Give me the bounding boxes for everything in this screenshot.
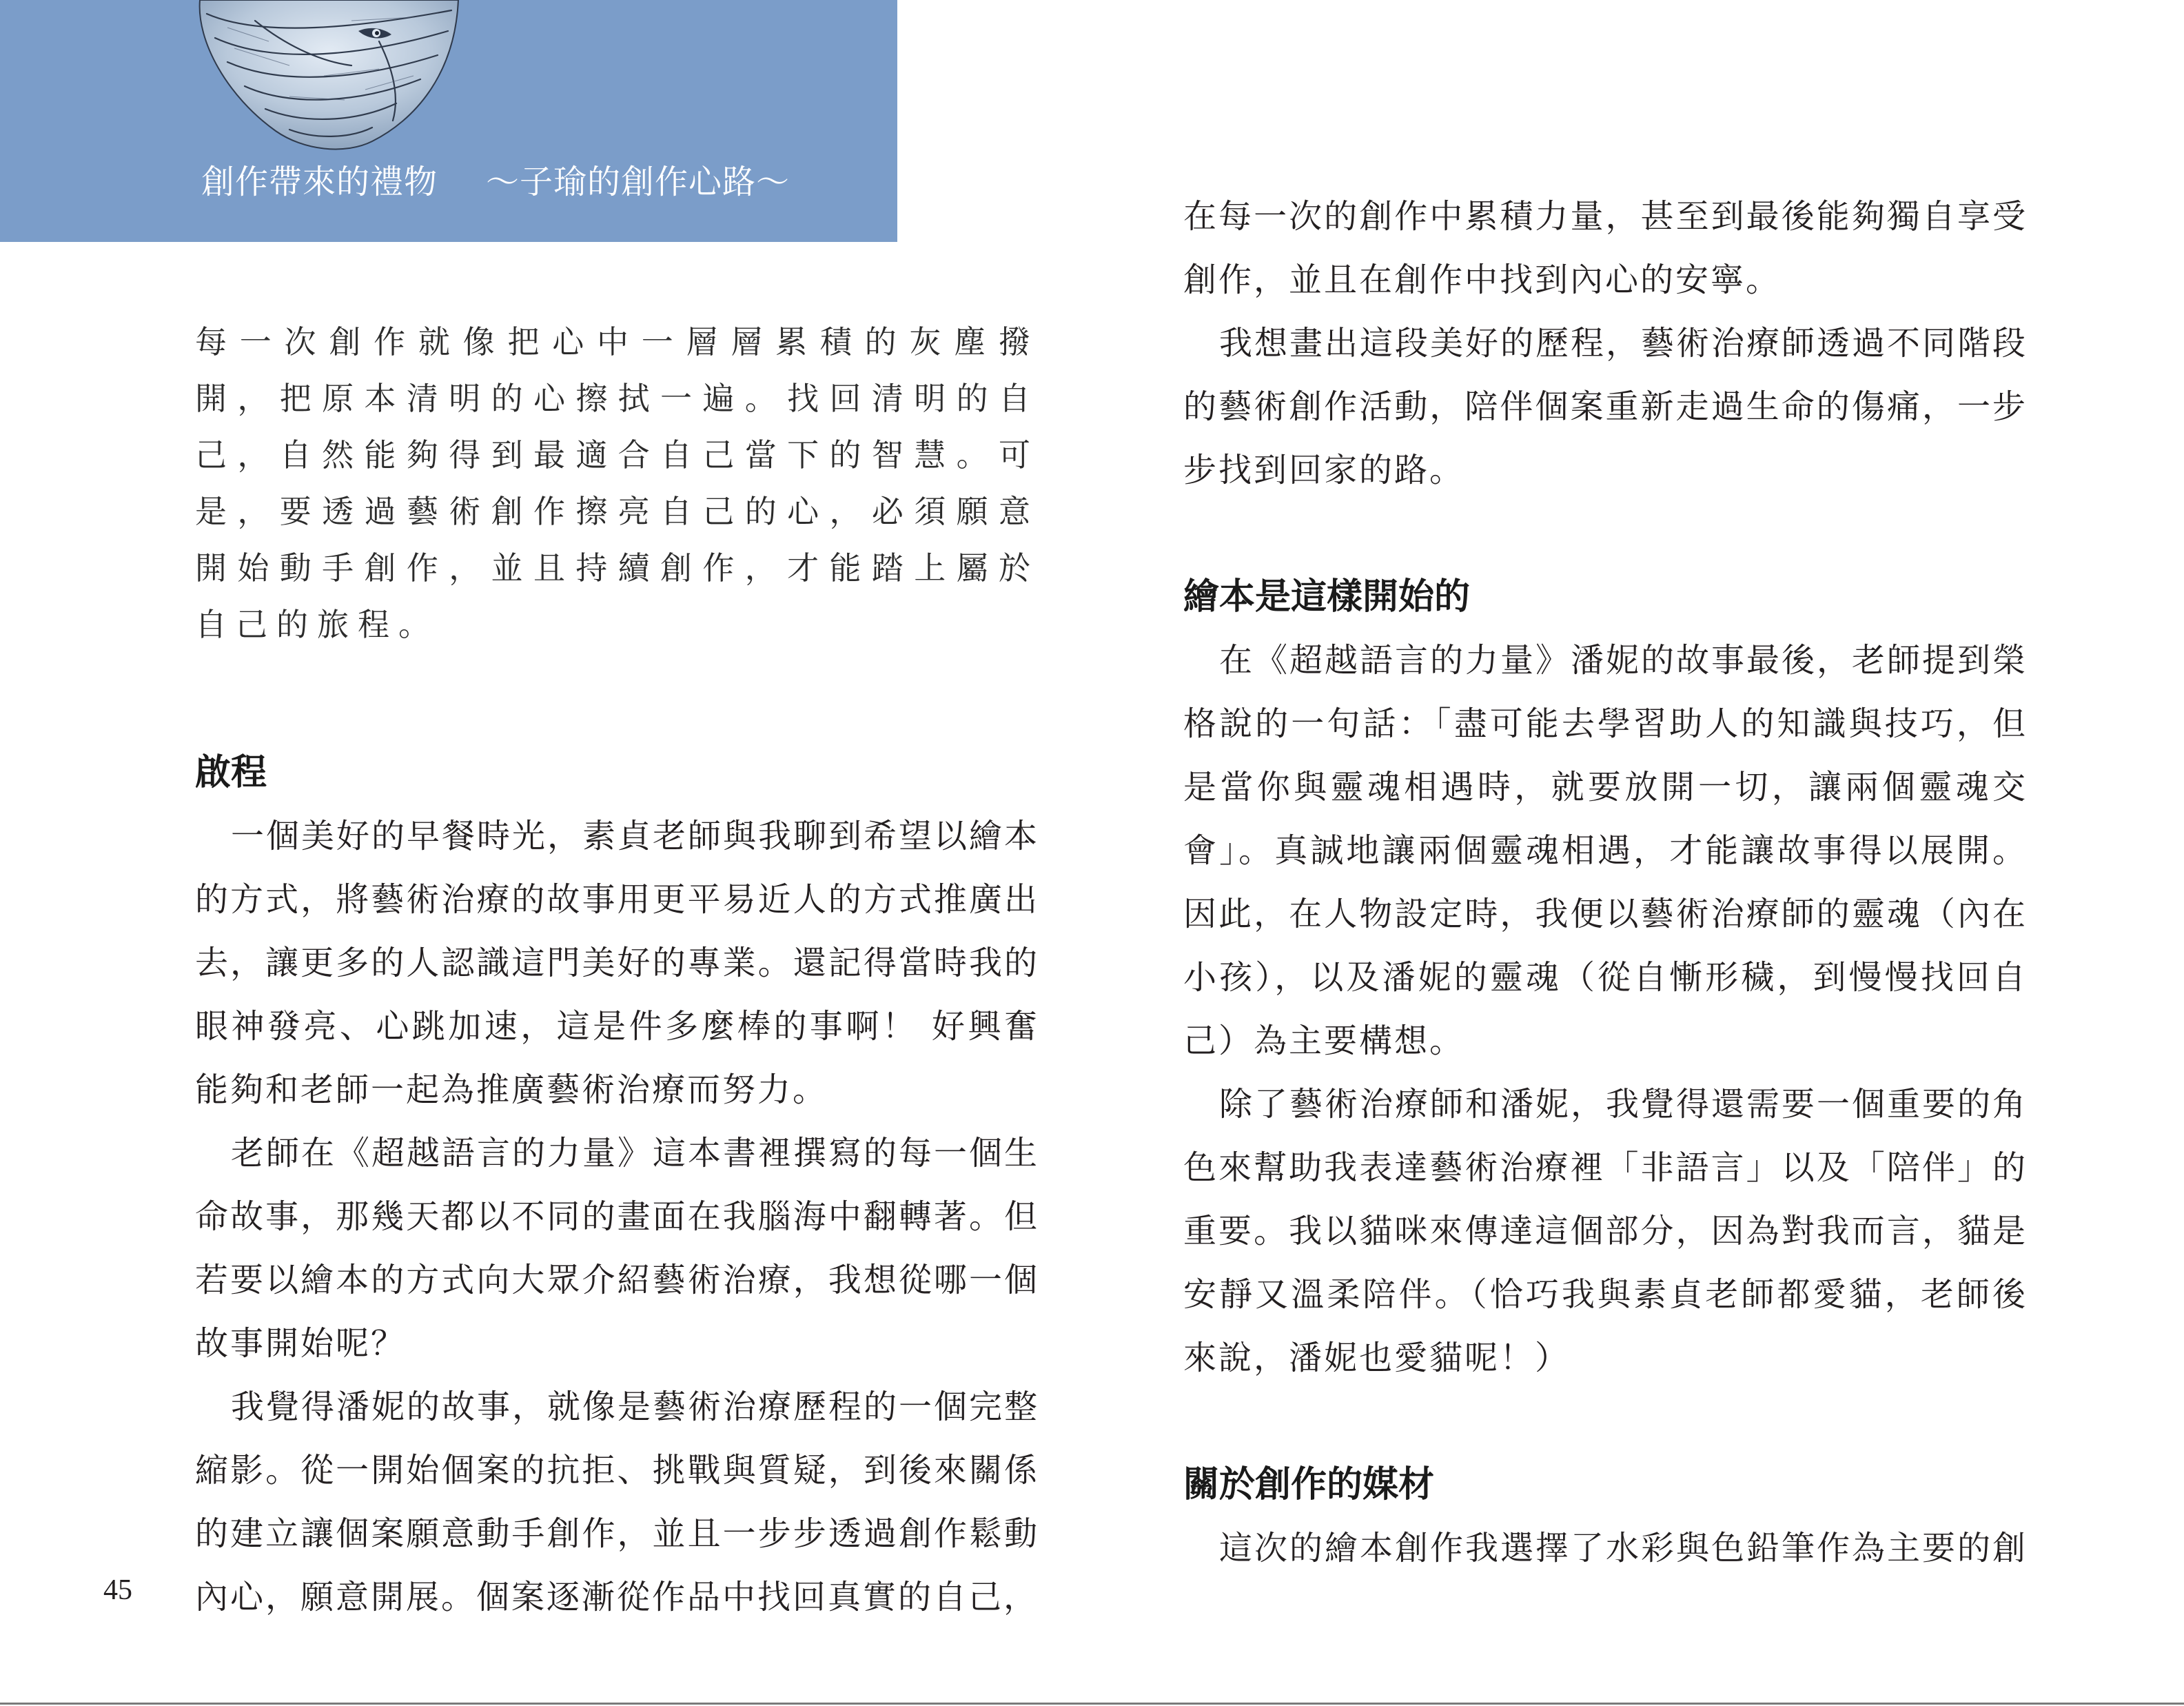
wrapped-figure-illustration	[186, 0, 476, 159]
left-column	[195, 741, 1039, 1629]
body-paragraph-continued: 在每一次的創作中累積力量，甚至到最後能夠獨自享受創作，並且在創作中找到內心的安寧。	[1183, 197, 2028, 299]
body-paragraph: 我想畫出這段美好的歷程，藝術治療師透過不同階段的藝術創作活動，陪伴個案重新走過生命的傷痛，一步步找到回家的路。	[1183, 324, 2028, 489]
body-paragraph: 在《超越語言的力量》潘妮的故事最後，老師提到榮格說的一句話：「盡可能去學習助人的知識與技巧，但是當你與靈魂相遇時，就要放開一切，讓兩個靈魂交會」。真誠地讓兩個靈魂相遇，才能讓故事得以展開。因此，在人物設定時，我便以藝術治療師的靈魂（內在小孩），以及潘妮的靈魂（從自慚形穢，到慢慢找回自己）為主要構想。	[1183, 641, 2028, 1060]
right-column	[1183, 185, 2028, 1580]
section-heading-picture-book-start: 繪本是這樣開始的	[1183, 576, 1471, 618]
bottom-rule	[0, 1703, 2184, 1705]
chapter-title	[201, 163, 790, 203]
chapter-banner	[0, 0, 897, 242]
section-heading-departure: 啟程	[195, 751, 267, 793]
body-paragraph: 除了藝術治療師和潘妮，我覺得還需要一個重要的角色來幫助我表達藝術治療裡「非語言」以及「陪伴」的重要。我以貓咪來傳達這個部分，因為對我而言，貓是安靜又溫柔陪伴。（恰巧我與素貞老師都愛貓，老師後來說，潘妮也愛貓呢！）	[1183, 1085, 2028, 1377]
page-number: 45	[103, 1574, 132, 1606]
body-paragraph: 一個美好的早餐時光，素貞老師與我聊到希望以繪本的方式，將藝術治療的故事用更平易近人的方式推廣出去，讓更多的人認識這門美好的專業。還記得當時我的眼神發亮、心跳加速，這是件多麼棒的事啊！ 好興奮能夠和老師一起為推廣藝術治療而努力。	[195, 817, 1040, 1109]
body-paragraph: 老師在《超越語言的力量》這本書裡撰寫的每一個生命故事，那幾天都以不同的畫面在我腦海中翻轉著。但若要以繪本的方式向大眾介紹藝術治療，我想從哪一個故事開始呢？	[195, 1134, 1040, 1363]
chapter-subtitle: ～子瑜的創作心路～	[486, 163, 790, 201]
body-paragraph: 我覺得潘妮的故事，就像是藝術治療歷程的一個完整縮影。從一開始個案的抗拒、挑戰與質疑，到後來關係的建立讓個案願意動手創作，並且一步步透過創作鬆動內心，願意開展。個案逐漸從作品中找回真實的自己，	[195, 1388, 1040, 1616]
intro-paragraph: 每一次創作就像把心中一層層累積的灰塵撥開，把原本清明的心擦拭一遍。找回清明的自己，自然能夠得到最適合自己當下的智慧。可是，要透過藝術創作擦亮自己的心，必須願意開始動手創作，並且持續創作，才能踏上屬於自己的旅程。	[195, 323, 1039, 643]
section-heading-media: 關於創作的媒材	[1183, 1463, 1435, 1505]
chapter-title-main: 創作帶來的禮物	[201, 163, 438, 201]
body-paragraph: 這次的繪本創作我選擇了水彩與色鉛筆作為主要的創	[1219, 1529, 2028, 1567]
